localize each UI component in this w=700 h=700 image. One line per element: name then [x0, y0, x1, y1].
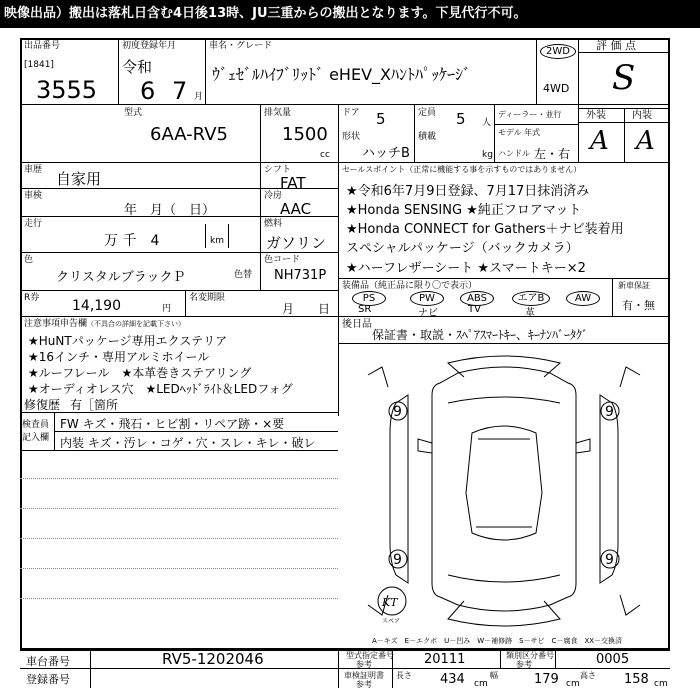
line [260, 104, 261, 162]
lot-sub: [1841] [24, 60, 54, 70]
fuel-value: ガソリン [266, 234, 327, 252]
name-change-label: 名変期限 [189, 293, 226, 303]
mileage-label: 走行 [24, 219, 43, 229]
car-name: ｳﾞｪｾﾞﾙﾊｲﾌﾞﾘｯﾄﾞ eHEV_Xﾊﾝﾄﾊﾟｯｹｰｼﾞ [212, 65, 471, 84]
recycle-value: 14,190 [72, 298, 121, 314]
grade-label: 評 価 点 [596, 39, 636, 52]
int-label: 内装 [632, 110, 652, 121]
model-value: 6AA-RV5 [150, 124, 228, 145]
line [185, 290, 186, 316]
inspector-fw: FW キズ・飛石・ヒビ割・リペア跡・×要 [60, 417, 285, 431]
length-unit: cm [474, 679, 488, 689]
equip-ps: PS [352, 291, 386, 306]
equip-aw: AW [566, 291, 600, 306]
color-code-label: 色コード [264, 255, 301, 265]
shift-value: FAT [280, 174, 306, 192]
note-line: ★オーディオレス穴 ★LEDﾍｯﾄﾞﾗｲﾄ＆LEDフォグ [28, 382, 293, 396]
notes-label [24, 319, 185, 329]
lot-number: 3555 [36, 76, 98, 104]
model-label: 型式 [124, 108, 143, 118]
sales-line: ★Honda CONNECT for Gathers＋ナビ装着用 [346, 222, 624, 237]
ext-label: 外装 [586, 110, 606, 121]
shift-label: シフト [264, 165, 292, 175]
line [536, 38, 537, 104]
new-car-label: 新車保証 [618, 281, 650, 290]
int-value: A [636, 126, 655, 156]
chassis-label: 車台番号 [26, 655, 70, 668]
line [20, 316, 670, 317]
line [260, 162, 261, 290]
repair-value: 有［箇所 [70, 398, 119, 412]
note-line: ★16インチ・専用アルミホイール [28, 350, 210, 364]
equip-leather: 革 [525, 308, 535, 319]
repair-label: 修復歴 [24, 398, 61, 412]
notes-title: 注意事項申告欄 [24, 319, 88, 329]
line [494, 124, 578, 125]
width-value: 179 [534, 672, 559, 687]
equip-airbag: エアB [512, 291, 550, 306]
name-label: 車名・グレード [209, 41, 273, 51]
accessories-value: 保証書・取説・ｽﾍﾟｱｽﾏｰﾄｷｰ、ｷｰﾅﾝﾊﾞｰﾀｸﾞ [372, 328, 589, 342]
car-diagram [338, 343, 670, 648]
length-value: 434 [440, 672, 465, 687]
handle-label: ハンドル [498, 149, 530, 158]
mileage-unit: km [210, 236, 224, 246]
length-label: 長さ [396, 671, 412, 680]
color-label: 色 [24, 255, 34, 265]
width-unit: cm [566, 679, 580, 689]
fuel-label: 燃料 [264, 219, 283, 229]
tread-mark: 9 [605, 552, 614, 568]
cert-ref: 参考 [356, 680, 372, 689]
ac-label: 冷房 [264, 191, 283, 201]
reg-month: 7 [172, 77, 188, 105]
line [338, 104, 339, 162]
inspector-stamp: KT [382, 596, 398, 609]
note-line: ★ルーフレール ★本革巻きステアリング [28, 366, 252, 380]
sales-line: ★Honda SENSING ★純正フロアマット [346, 203, 582, 218]
reg-year: 6 [140, 77, 156, 105]
equip-pw: PW [410, 291, 444, 306]
line [414, 104, 415, 162]
shape-value: ハッチB [362, 146, 410, 161]
new-car-value: 有・無 [622, 299, 655, 312]
spare-label: スペア [382, 618, 401, 625]
ext-value: A [590, 126, 609, 156]
line [118, 38, 119, 104]
disp-value: 1500 [282, 124, 328, 145]
cap-label: 定員 [418, 108, 437, 118]
equip-tv: TV [468, 304, 481, 315]
drive-4wd: 4WD [543, 82, 570, 95]
line [205, 38, 206, 104]
load-label: 積載 [418, 132, 437, 142]
tread-mark: 9 [393, 404, 402, 420]
damage-legend: A－キズ E－エクボ U－凹み W－補修跡 S－サビ C－腐食 XX－交換済 [372, 637, 623, 645]
cap-unit: 人 [482, 118, 492, 128]
class-ref: 参考 [516, 660, 532, 669]
shape-label: 形状 [342, 132, 361, 142]
sales-label: セールスポイント（正常に機能する事を示すものではありません） [342, 165, 582, 174]
line [20, 598, 338, 599]
disp-label: 排気量 [264, 108, 292, 118]
line [20, 568, 338, 569]
cert-label: 車検証明書 [344, 671, 384, 680]
line [624, 108, 625, 162]
line [578, 38, 579, 162]
cap-value: 5 [456, 110, 466, 128]
inspect-value: 年 月（ 日） [124, 203, 216, 218]
line [338, 668, 670, 669]
height-value: 158 [624, 672, 649, 687]
month-unit: 月 [194, 92, 204, 102]
line [20, 650, 670, 651]
sales-line: ★令和6年7月9日登録、7月17日抹消済み [346, 184, 590, 199]
drive-2wd: 2WD [540, 44, 576, 59]
dealer-label: ディーラー・並行 [498, 110, 562, 119]
line [20, 538, 338, 539]
reg-no-label: 登録番号 [26, 673, 70, 686]
banner: 映像出品）搬出は落札日含む4日後13時、JU三重からの搬出となります。下見代行不可。 [0, 0, 700, 28]
equip-sr: SR [358, 304, 372, 315]
line [20, 104, 670, 105]
line [20, 412, 338, 413]
lot-label: 出品番号 [24, 41, 61, 51]
color-code-value: NH731P [274, 268, 327, 283]
line [338, 162, 339, 316]
accessories-label: 後日品 [342, 319, 372, 330]
sales-line: スペシャルパッケージ（バックカメラ） [346, 241, 579, 256]
grade-value: S [612, 58, 636, 98]
line [20, 508, 338, 509]
inspector-label-2: 記入欄 [22, 433, 50, 443]
tread-mark: 9 [393, 552, 402, 568]
color-value: クリスタルブラックＰ [56, 270, 186, 285]
line [500, 650, 501, 668]
line [578, 52, 670, 53]
model-no-value: 20111 [424, 652, 466, 667]
type-label: 車歴 [24, 165, 43, 175]
handle-value: 左・右 [534, 147, 571, 161]
ac-value: AAC [280, 200, 312, 218]
inspector-interior: 内装 キズ・汚レ・コゲ・穴・スレ・キレ・破レ [60, 436, 316, 450]
era: 令和 [122, 58, 153, 76]
line [494, 104, 495, 162]
line [338, 278, 670, 279]
chassis-value: RV5-1202046 [162, 650, 264, 668]
load-unit: kg [482, 150, 493, 160]
tread-mark: 9 [605, 404, 614, 420]
line [228, 224, 229, 248]
reg-label: 初度登録年月 [122, 41, 177, 51]
disp-unit: cc [320, 150, 330, 160]
line [612, 278, 613, 316]
equip-abs: ABS [460, 291, 494, 306]
height-label: 高さ [580, 671, 596, 680]
width-label: 幅 [490, 671, 498, 680]
notes-sub: （不具合の詳細を記載下さい） [87, 320, 186, 328]
line [20, 290, 338, 291]
height-unit: cm [654, 679, 668, 689]
note-line: ★HuNTパッケージ専用エクステリア [28, 334, 228, 348]
yen-unit: 円 [162, 304, 172, 314]
class-label: 類別区分番号 [506, 651, 554, 660]
line [90, 650, 91, 688]
mileage-value: 万 千 4 [104, 233, 160, 249]
inspector-label: 検査員 [22, 420, 50, 430]
equip-navi: ナビ [418, 308, 438, 319]
model-year-label: モデル 年式 [498, 128, 541, 137]
door-label: ドア [342, 108, 360, 118]
line [20, 478, 338, 479]
line [20, 162, 670, 163]
line [338, 650, 339, 688]
line [555, 650, 556, 668]
type-value: 自家用 [56, 170, 102, 188]
model-no-label: 型式指定番号 [346, 651, 394, 660]
class-value: 0005 [596, 652, 630, 667]
inspect-label: 車検 [24, 191, 43, 201]
recycle-label: R券 [24, 293, 40, 303]
model-no-ref: 参考 [356, 660, 372, 669]
line [205, 224, 206, 248]
equipment-label: 装備品（純正品に限り〇で表示） [342, 281, 478, 291]
sales-line: ★ハーフレザーシート ★スマートキー×2 [346, 261, 586, 276]
name-change-value: 月 日 [282, 302, 331, 316]
color-change-label: 色替 [234, 270, 253, 280]
door-value: 5 [376, 110, 386, 128]
